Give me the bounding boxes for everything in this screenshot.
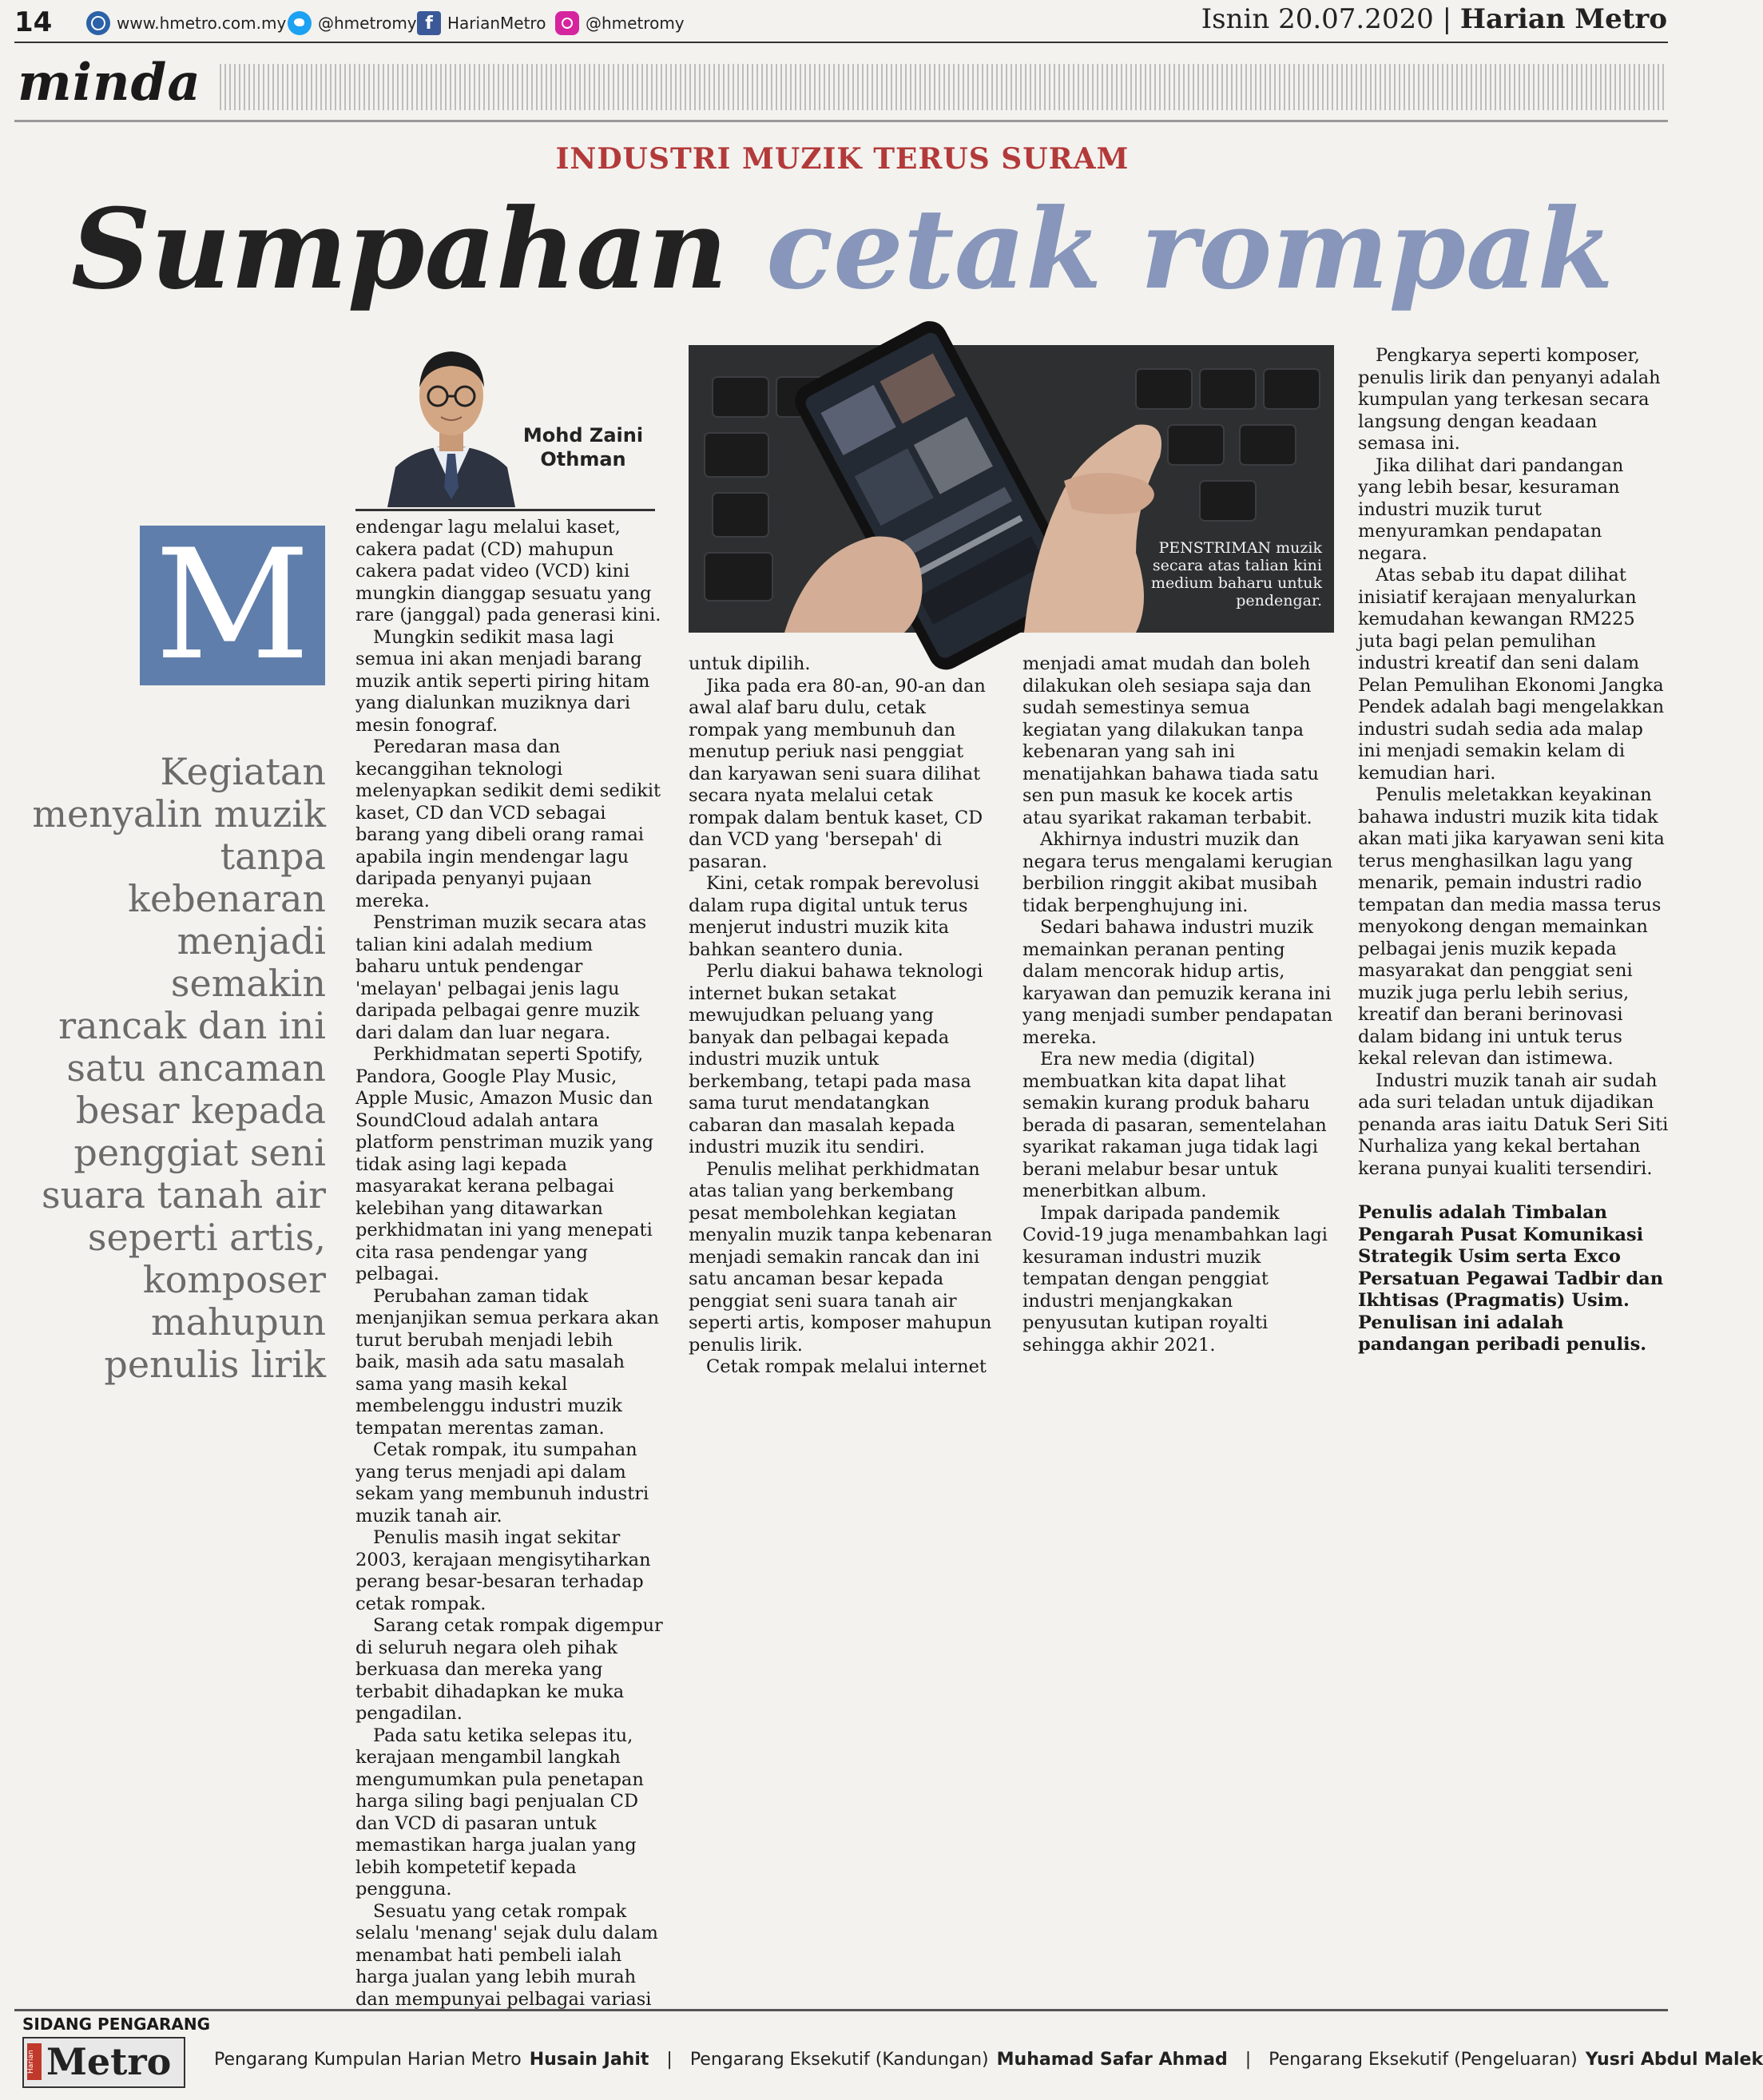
instagram-icon xyxy=(555,11,579,35)
masthead-rule xyxy=(14,42,1668,43)
author-photo xyxy=(383,328,519,507)
photo-caption xyxy=(1106,539,1322,609)
author-rule xyxy=(355,509,655,511)
caption-lead: PENSTRIMAN xyxy=(1158,539,1272,557)
facebook-link[interactable] xyxy=(417,10,546,37)
paragraph: Impak daripada pandemik Covid-19 juga menambahkan lagi kesuraman industri muzik tempatan dengan penggiat industri menjangkakan penyusutan kutipan royalti sehingga akhir 2021. xyxy=(1022,1202,1328,1356)
instagram-link[interactable] xyxy=(555,10,685,37)
paragraph: Pengkarya seperti komposer, penulis lirik dan penyanyi adalah kumpulan yang terkesan secara langsung dengan keadaan semasa ini. xyxy=(1358,345,1661,454)
caption-text: muzik secara atas talian kini medium baharu untuk pendengar. xyxy=(1150,539,1322,609)
paragraph: Cetak rompak melalui internet xyxy=(706,1356,987,1377)
author-last-name: Othman xyxy=(540,448,626,470)
credit-name: Yusri Abdul Malek xyxy=(1585,2050,1763,2070)
author-name xyxy=(511,423,655,471)
twitter-handle: @hmetromy xyxy=(318,14,417,33)
credit-separator: | xyxy=(1245,2050,1252,2070)
facebook-icon: f xyxy=(417,11,441,35)
paragraph: Perlu diakui bahawa teknologi internet bukan setakat mewujudkan peluang yang banyak dan pelbagai kepada industri muzik untuk berkembang, tetapi pada masa sama turut mendatangkan cabaran dan masalah kepada industri muzik itu sendiri. xyxy=(689,961,983,1157)
website-text: www.hmetro.com.my xyxy=(117,14,287,33)
headline-blue: cetak rompak xyxy=(766,184,1614,314)
paper-name: Harian Metro xyxy=(1459,3,1667,35)
metro-logo xyxy=(22,2037,185,2088)
logo-small-text: Harian xyxy=(27,2043,42,2080)
paragraph: Perkhidmatan seperti Spotify, Pandora, Google Play Music, Apple Music, Amazon Music dan SoundCloud adalah antara platform penstriman muzik yang tidak asing lagi kepada masyarakat kerana pelbagai kelebihan yang ditawarkan perkhidmatan ini yang menepati cita rasa pendengar yang pelbagai. xyxy=(355,1044,653,1284)
author-bio: Penulis adalah Timbalan Pengarah Pusat Komunikasi Strategik Usim serta Exco Persatuan Pegawai Tadbir dan Ikhtisas (Pragmatis) Usim. Penulisan ini adalah pandangan peribadi penulis. xyxy=(1358,1202,1664,1355)
headline xyxy=(0,184,1685,314)
dateline-separator: | xyxy=(1442,3,1452,35)
paragraph: menjadi amat mudah dan boleh dilakukan oleh sesiapa saja dan sudah semestinya semua kegiatan yang dilakukan tanpa kebenaran yang sah ini menatijahkan bahawa tiada satu sen pun masuk ke kocek artis atau syarikat rakaman terbabit. xyxy=(1022,653,1320,828)
paragraph: Kini, cetak rompak berevolusi dalam rupa digital untuk terus menjerut industri muzik kita bahkan seantero dunia. xyxy=(689,873,979,960)
column-1 xyxy=(355,517,663,2011)
author-first-name: Mohd Zaini xyxy=(522,424,644,447)
section-rule xyxy=(14,120,1668,122)
paragraph: Atas sebab itu dapat dilihat inisiatif kerajaan menyalurkan kemudahan kewangan RM225 juta bagi pelan pemulihan industri kreatif dan seni dalam Pelan Pemulihan Ekonomi Jangka Pendek adalah bagi mengelakkan industri sudah sedia ada malap ini menjadi semakin kelam di kemudian hari. xyxy=(1358,565,1665,784)
paragraph: Penulis masih ingat sekitar 2003, kerajaan mengisytiharkan perang besar-besaran terhadap cetak rompak. xyxy=(355,1527,651,1614)
paragraph: Cetak rompak, itu sumpahan yang terus menjadi api dalam sekam yang membunuh industri muzik tanah air. xyxy=(355,1439,649,1526)
section-title: minda xyxy=(18,53,201,113)
paragraph: endengar lagu melalui kaset, cakera padat (CD) mahupun cakera padat video (VCD) kini mungkin dianggap sesuatu yang rare (janggal) pada generasi kini. xyxy=(355,517,661,625)
paragraph: Industri muzik tanah air sudah ada suri teladan untuk dijadikan penanda aras iaitu Datuk Seri Siti Nurhaliza yang kekal bertahan kerana punyai kualiti tersendiri. xyxy=(1358,1070,1669,1179)
paragraph: Pada satu ketika selepas itu, kerajaan mengambil langkah mengumumkan pula penetapan harga siling bagi penjualan CD dan VCD di pasaran untuk memastikan harga jualan yang lebih kompetetif kepada pengguna. xyxy=(355,1725,644,1900)
paragraph: untuk dipilih. xyxy=(689,653,811,674)
editorial-credits xyxy=(214,2050,1763,2070)
paragraph: Jika dilihat dari pandangan yang lebih besar, kesuraman industri muzik turut menyuramkan pendapatan negara. xyxy=(1358,455,1624,564)
credit-role: Pengarang Eksekutif (Pengeluaran) xyxy=(1269,2050,1578,2070)
paragraph: Peredaran masa dan kecanggihan teknologi melenyapkan sedikit demi sedikit kaset, CD dan VCD sebagai barang yang dibeli orang ramai apabila ingin mendengar lagu daripada penyanyi pujaan mereka. xyxy=(355,736,661,911)
twitter-link[interactable] xyxy=(288,10,417,37)
paragraph: Penulis meletakkan keyakinan bahawa industri muzik kita tidak akan mati jika karyawan seni kita terus menghasilkan lagu yang menarik, pemain industri radio tempatan dan media massa terus menyokong dengan memainkan pelbagai jenis muzik kepada masyarakat dan penggiat seni muzik juga perlu lebih serius, kreatif dan berani berinovasi dalam bidang ini untuk terus kekal relevan dan istimewa. xyxy=(1358,784,1665,1069)
globe-icon xyxy=(86,11,110,35)
credit-role: Pengarang Kumpulan Harian Metro xyxy=(214,2050,522,2070)
credit-name: Husain Jahit xyxy=(529,2050,649,2070)
editorial-board-heading: SIDANG PENGARANG xyxy=(22,2015,211,2034)
paragraph: Jika pada era 80-an, 90-an dan awal alaf baru dulu, cetak rompak yang membunuh dan menutup periuk nasi penggiat dan karyawan seni suara dilihat secara nyata melalui cetak rompak dalam bentuk kaset, CD dan VCD yang 'bersepah' di pasaran. xyxy=(689,675,986,872)
logo-word: Metro xyxy=(46,2040,172,2083)
column-4 xyxy=(1358,345,1670,1356)
issue-date: Isnin 20.07.2020 xyxy=(1201,3,1434,35)
paragraph: Sedari bahawa industri muzik memainkan peranan penting dalam mencorak hidup artis, karyawan dan pemuzik kerana ini yang menjadi sumber pendapatan mereka. xyxy=(1022,917,1333,1048)
paragraph: Mungkin sedikit masa lagi semua ini akan menjadi barang muzik antik seperti piring hitam yang dialunkan muziknya dari mesin fonograf. xyxy=(355,626,650,736)
paragraph: Sarang cetak rompak digempur di seluruh negara oleh pihak berkuasa dan mereka yang terbabit dihadapkan ke muka pengadilan. xyxy=(355,1615,663,1724)
column-2 xyxy=(689,653,996,1379)
drop-cap: M xyxy=(140,526,325,685)
website-link[interactable] xyxy=(86,10,286,37)
kicker: INDUSTRI MUZIK TERUS SURAM xyxy=(555,142,1130,176)
column-3 xyxy=(1022,653,1334,1356)
credit-name: Muhamad Safar Ahmad xyxy=(996,2050,1228,2070)
paragraph: Sesuatu yang cetak rompak selalu 'menang' sejak dulu dalam menambat hati pembeli ialah harga jualan yang lebih murah dan mempunyai pelbagai variasi xyxy=(355,1900,658,2010)
dateline xyxy=(1201,3,1667,35)
paragraph: Penstriman muzik secara atas talian kini adalah medium baharu untuk pendengar 'melayan' pelbagai jenis lagu daripada pelbagai genre muzik dari dalam dan luar negara. xyxy=(355,912,647,1043)
page-number: 14 xyxy=(14,6,53,38)
paragraph: Perubahan zaman tidak menjanjikan semua perkara akan turut berubah menjadi lebih baik, masih ada satu masalah sama yang masih kekal membelenggu industri muzik tempatan merentas zaman. xyxy=(355,1285,659,1439)
section-hatch-decoration xyxy=(220,64,1666,110)
credit-role: Pengarang Eksekutif (Kandungan) xyxy=(689,2050,989,2070)
credit-separator: | xyxy=(666,2050,673,2070)
paragraph: Era new media (digital) membuatkan kita dapat lihat semakin kurang produk baharu berada di pasaran, sementelahan syarikat rakaman juga tidak lagi berani melabur besar untuk menerbitkan album. xyxy=(1022,1049,1327,1201)
paragraph: Akhirnya industri muzik dan negara terus mengalami kerugian berbilion ringgit akibat musibah tidak berpenghujung ini. xyxy=(1022,829,1333,916)
paragraph: Penulis melihat perkhidmatan atas talian yang berkembang pesat membolehkan kegiatan menyalin muzik tanpa kebenaran menjadi semakin rancak dan ini satu ancaman besar kepada penggiat seni suara tanah air seperti artis, komposer mahupun penulis lirik. xyxy=(689,1158,993,1356)
headline-dark: Sumpahan xyxy=(70,184,728,314)
instagram-handle: @hmetromy xyxy=(586,14,685,33)
footer-rule xyxy=(14,2009,1668,2011)
pull-quote: Kegiatan menyalin muzik tanpa kebenaran menjadi semakin rancak dan ini satu ancaman besar kepada penggiat seni suara tanah air seperti artis, komposer mahupun penulis lirik xyxy=(32,750,326,1386)
twitter-icon xyxy=(288,11,312,35)
facebook-handle: HarianMetro xyxy=(447,14,546,33)
